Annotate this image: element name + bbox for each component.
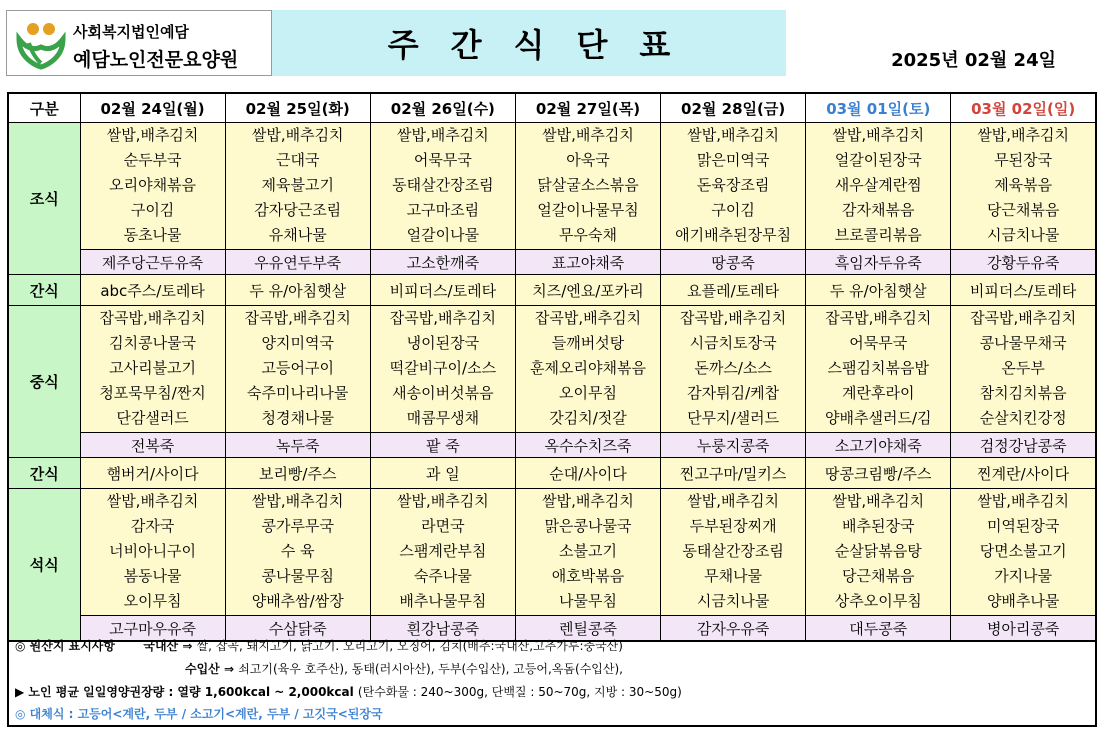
menu-item: 고등어구이 [261,359,334,377]
lunch-porridge-cell: 전복죽 [80,433,225,458]
origin-note [15,637,623,654]
lunch-porridge-cell: 누룽지콩죽 [661,433,806,458]
menu-item: 쌀밥,배추김치 [396,492,489,510]
lunch-menu-cell [370,306,515,433]
menu-item: 양배추쌈/쌈장 [251,592,344,610]
menu-item: 소불고기 [559,542,617,560]
menu-item: 두부된장찌개 [689,517,777,535]
lunch-menu-cell [951,306,1096,433]
title-banner [272,10,786,76]
menu-item: 스팸계란부침 [399,542,487,560]
day-header-saturday: 03월 01일(토) [806,93,951,123]
menu-item: 쌀밥,배추김치 [251,126,344,144]
menu-item: 순살치킨강정 [979,409,1067,427]
menu-item: 맑은미역국 [696,151,770,169]
org-name-line2: 예담노인전문요양원 [73,49,239,71]
domestic-label: 국내산 ⇒ [143,639,193,653]
menu-item: 고사리불고기 [109,359,197,377]
day-header: 02월 28일(금) [661,93,806,123]
menu-item: 감자튀김/케찹 [687,384,780,402]
menu-item: 잡곡밥,배추김치 [970,309,1077,327]
menu-item: 봄동나물 [123,567,182,585]
menu-item: 냉이된장국 [406,334,480,352]
menu-item: 감자국 [130,517,175,535]
menu-item: 브로콜리볶음 [834,226,922,244]
dinner-porridge-cell: 렌틸콩죽 [515,616,660,642]
dinner-menu-cell [951,489,1096,616]
dinner-porridge-cell: 감자우유죽 [661,616,806,642]
menu-item: 숙주나물 [413,567,472,585]
menu-item: 돈까스/소스 [694,359,772,377]
menu-item: 미역된장국 [986,517,1060,535]
day-header-sunday: 03월 02일(일) [951,93,1096,123]
menu-item: 감자당근조림 [254,201,342,219]
menu-item: 콩가루무국 [261,517,334,535]
menu-item: 당근채볶음 [842,567,915,585]
weekly-menu-table [7,92,1097,642]
dinner-porridge-cell: 흰강남콩죽 [370,616,515,642]
dinner-menu-cell [806,489,951,616]
menu-item: 얼갈이나물 [406,226,480,244]
snack2-cell: 찐고구마/밀키스 [661,458,806,489]
menu-item: 근대국 [275,151,320,169]
dinner-menu-cell [80,489,225,616]
lunch-menu-cell [806,306,951,433]
breakfast-porridge-row [8,250,1096,275]
domestic-text: 쌀, 잡곡, 돼지고기, 닭고기. 오리고기, 오징어, 김치(배추:국내산,고추가루:중국산) [196,639,623,653]
menu-item: 계란후라이 [842,384,915,402]
menu-item: 유채나물 [268,226,327,244]
menu-item: 단감샐러드 [116,409,189,427]
menu-item: 잡곡밥,배추김치 [534,309,642,327]
menu-item: 순두부국 [123,151,182,169]
menu-item: 쌀밥,배추김치 [542,126,634,144]
menu-item: 동태살간장조림 [682,542,784,560]
menu-item: 양배추샐러드/김 [825,409,932,427]
notes-section [7,633,1097,727]
menu-item: 애기배추된장무침 [675,226,792,244]
lunch-porridge-cell: 팥 죽 [370,433,515,458]
menu-item: 애호박볶음 [551,567,625,585]
menu-item: 잡곡밥,배추김치 [244,309,351,327]
snack2-cell: 순대/사이다 [515,458,660,489]
substitute-note: ◎ 대체식 : 고등어<계란, 두부 / 소고기<계란, 두부 / 고깃국<된장국 [15,707,383,721]
menu-item: 떡갈비구이/소스 [389,359,497,377]
menu-item: 쌀밥,배추김치 [396,126,489,144]
lunch-row [8,306,1096,433]
menu-item: 감자채볶음 [842,201,915,219]
menu-item: 고구마조림 [406,201,480,219]
breakfast-menu-cell [370,123,515,250]
menu-item: 단무지/샐러드 [687,409,780,427]
menu-item: 오이무침 [559,384,617,402]
snack2-cell: 땅콩크림빵/주스 [806,458,951,489]
menu-item: 동태살간장조림 [392,176,494,194]
snack1-label: 간식 [8,275,80,306]
breakfast-porridge-cell: 우유연두부죽 [225,250,370,275]
breakfast-porridge-cell: 제주당근두유죽 [80,250,225,275]
day-header: 02월 27일(목) [515,93,660,123]
dinner-menu-cell [515,489,660,616]
breakfast-menu-cell [225,123,370,250]
menu-item: 순살닭볶음탕 [834,542,922,560]
menu-item: 돈육장조림 [696,176,770,194]
menu-item: 어묵무국 [413,151,472,169]
breakfast-porridge-cell: 강황두유죽 [951,250,1096,275]
menu-item: 쌀밥,배추김치 [542,492,634,510]
menu-item: 온두부 [1001,359,1045,377]
lunch-menu-cell [80,306,225,433]
breakfast-menu-cell [661,123,806,250]
menu-item: 수 육 [280,542,315,560]
breakfast-menu-cell [951,123,1096,250]
menu-item: 잡곡밥,배추김치 [825,309,932,327]
menu-item: 오리야채볶음 [109,176,197,194]
menu-item: 쌀밥,배추김치 [106,126,199,144]
menu-item: 구이김 [711,201,755,219]
dinner-menu-cell [661,489,806,616]
menu-item: 갓김치/젓갈 [549,409,627,427]
corner-header: 구분 [8,93,80,123]
day-header: 02월 24일(월) [80,93,225,123]
snack2-label: 간식 [8,458,80,489]
day-header: 02월 26일(수) [370,93,515,123]
dinner-porridge-cell: 병아리콩죽 [951,616,1096,642]
menu-item: 동초나물 [123,226,182,244]
import-label: 수입산 ⇒ [185,662,235,676]
menu-item: 잡곡밥,배추김치 [389,309,496,327]
dinner-porridge-cell: 수삼닭죽 [225,616,370,642]
snack1-cell: 비피더스/토레타 [951,275,1096,306]
menu-item: 훈제오리야채볶음 [530,359,646,377]
nutrition-label: ▶ 노인 평균 일일영양권장량 : 열량 1,600kcal ~ 2,000kcal [15,685,354,699]
menu-item: 참치김치볶음 [979,384,1067,402]
header [0,0,1104,86]
lunch-menu-cell [661,306,806,433]
logo [6,10,272,76]
menu-item: 아욱국 [566,151,610,169]
origin-title: ◎ 원산지 표시사항 [15,639,115,653]
lunch-menu-cell [515,306,660,433]
menu-item: 얼갈이나물무침 [537,201,639,219]
snack1-cell: 두 유/아침햇살 [225,275,370,306]
menu-item: 맑은콩나물국 [544,517,632,535]
menu-item: 당면소불고기 [979,542,1067,560]
menu-item: 매콤무생채 [406,409,480,427]
menu-item: 새송이버섯볶음 [392,384,494,402]
menu-item: 쌀밥,배추김치 [687,492,779,510]
menu-item: 스팸김치볶음밥 [827,359,929,377]
breakfast-menu-cell [806,123,951,250]
snack1-cell: 두 유/아침햇살 [806,275,951,306]
menu-item: 제육불고기 [261,176,334,194]
menu-item: 쌀밥,배추김치 [977,492,1070,510]
nutrition-text: (탄수화물 : 240~300g, 단백질 : 50~70g, 지방 : 30~50g) [357,685,682,699]
breakfast-porridge-cell: 표고야채죽 [515,250,660,275]
menu-item: 청포묵무침/짠지 [99,384,206,402]
snack1-cell: 요플레/토레타 [661,275,806,306]
menu-item: 어묵무국 [849,334,908,352]
dinner-menu-cell [370,489,515,616]
nutrition-note [15,683,682,700]
lunch-porridge-row [8,433,1096,458]
menu-item: 구이김 [130,201,175,219]
menu-item: 쌀밥,배추김치 [832,126,925,144]
menu-item: 쌀밥,배추김치 [106,492,199,510]
snack2-cell: 찐계란/사이다 [951,458,1096,489]
menu-item: 쌀밥,배추김치 [687,126,779,144]
menu-item: 잡곡밥,배추김치 [99,309,206,327]
menu-item: 새우살계란찜 [834,176,922,194]
menu-item: 라면국 [421,517,465,535]
menu-date: 2025년 02월 24일 [891,50,1056,71]
org-name-line1: 사회복지법인예담 [73,23,189,41]
import-text: 쇠고기(육우 호주산), 동태(러시아산), 두부(수입산), 고등어,옥돔(수입산), [238,662,623,676]
breakfast-label: 조식 [8,123,80,275]
menu-item: 너비아니구이 [109,542,197,560]
lunch-label: 중식 [8,306,80,458]
menu-item: 양배추나물 [986,592,1060,610]
menu-item: 나물무침 [559,592,617,610]
menu-item: 콩나물무채국 [979,334,1067,352]
snack2-row [8,458,1096,489]
day-header: 02월 25일(화) [225,93,370,123]
dinner-porridge-cell: 대두콩죽 [806,616,951,642]
menu-item: 시금치토장국 [689,334,777,352]
dinner-row [8,489,1096,616]
menu-item: 얼갈이된장국 [834,151,922,169]
menu-item: 무우숙채 [559,226,617,244]
menu-item: 들깨버섯탕 [551,334,625,352]
snack2-cell: 과 일 [370,458,515,489]
menu-item: 쌀밥,배추김치 [251,492,344,510]
lunch-porridge-cell: 검정강남콩죽 [951,433,1096,458]
lunch-porridge-cell: 소고기야채죽 [806,433,951,458]
menu-item: 쌀밥,배추김치 [977,126,1070,144]
dinner-label: 석식 [8,489,80,642]
menu-item: 제육볶음 [994,176,1053,194]
menu-item: 상추오이무침 [834,592,922,610]
menu-item: 양지미역국 [261,334,334,352]
import-note [185,660,623,677]
snack2-cell: 보리빵/주스 [225,458,370,489]
snack1-cell: abc주스/토레타 [80,275,225,306]
menu-item: 콩나물무침 [261,567,334,585]
heart-leaf-logo-icon [13,17,71,71]
breakfast-porridge-cell: 고소한깨죽 [370,250,515,275]
menu-item: 숙주미나리나물 [246,384,349,402]
menu-item: 가지나물 [994,567,1053,585]
menu-item: 오이무침 [123,592,182,610]
menu-item: 잡곡밥,배추김치 [680,309,787,327]
menu-item: 시금치나물 [696,592,770,610]
day-header-row [8,93,1096,123]
menu-item: 배추나물무침 [399,592,487,610]
menu-item: 쌀밥,배추김치 [832,492,925,510]
breakfast-porridge-cell: 흑임자두유죽 [806,250,951,275]
menu-item: 시금치나물 [986,226,1060,244]
breakfast-menu-cell [80,123,225,250]
snack1-row [8,275,1096,306]
snack1-cell: 치즈/엔요/포카리 [515,275,660,306]
lunch-porridge-cell: 옥수수치즈죽 [515,433,660,458]
menu-item: 배추된장국 [842,517,915,535]
snack2-cell: 햄버거/사이다 [80,458,225,489]
dinner-menu-cell [225,489,370,616]
lunch-porridge-cell: 녹두죽 [225,433,370,458]
menu-item: 청경채나물 [261,409,334,427]
menu-item: 김치콩나물국 [109,334,197,352]
breakfast-row [8,123,1096,250]
menu-item: 무채나물 [704,567,763,585]
snack1-cell: 비피더스/토레타 [370,275,515,306]
page-title: 주간식단표 [387,26,703,64]
menu-item: 당근채볶음 [986,201,1060,219]
breakfast-porridge-cell: 땅콩죽 [661,250,806,275]
dinner-porridge-cell: 고구마우유죽 [80,616,225,642]
lunch-menu-cell [225,306,370,433]
breakfast-menu-cell [515,123,660,250]
menu-item: 무된장국 [994,151,1053,169]
menu-item: 닭살굴소스볶음 [537,176,639,194]
